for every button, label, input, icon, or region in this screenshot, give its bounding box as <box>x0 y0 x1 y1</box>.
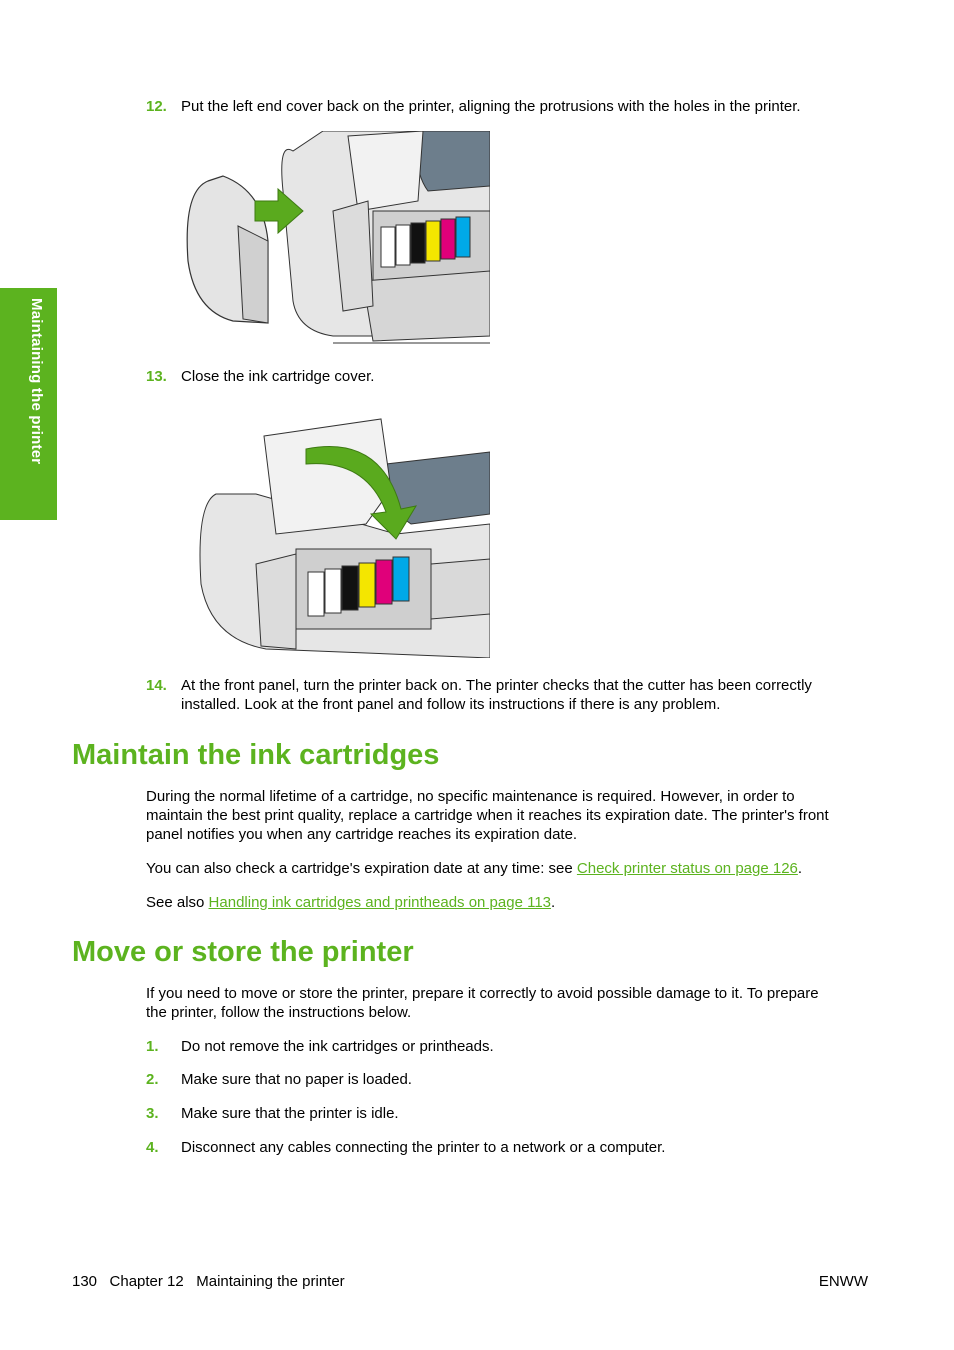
close-cover-illustration <box>196 414 490 658</box>
step-14 <box>146 676 874 716</box>
paragraph-line: the printer, follow the instructions below. <box>146 1004 412 1021</box>
handling-ink-cartridges-link[interactable]: Handling ink cartridges and printheads on page 113 <box>208 894 552 911</box>
paragraph-text: You can also check a cartridge's expiration date at any time: see <box>146 860 577 877</box>
step-text: Close the ink cartridge cover. <box>181 368 375 385</box>
paragraph-line: During the normal lifetime of a cartridge, no specific maintenance is required. However, in order to <box>146 788 795 805</box>
step-number: 12. <box>146 98 167 115</box>
end-cover-illustration <box>183 131 490 348</box>
step-text: Do not remove the ink cartridges or printheads. <box>181 1038 494 1055</box>
paragraph-line: maintain the best print quality, replace a cartridge when it reaches its expiration date. The printer's front <box>146 807 829 824</box>
section-heading-maintain: Maintain the ink cartridges <box>72 739 440 771</box>
step-text: Put the left end cover back on the printer, aligning the protrusions with the holes in the printer. <box>181 98 801 115</box>
step-number: 13. <box>146 368 167 385</box>
paragraph-text: . <box>551 894 556 911</box>
step-text: Make sure that the printer is idle. <box>181 1105 399 1122</box>
section-heading-move: Move or store the printer <box>72 936 414 968</box>
footer-page-info: 130 Chapter 12 Maintaining the printer <box>72 1273 345 1290</box>
step-number: 2. <box>146 1071 159 1088</box>
paragraph-line: If you need to move or store the printer, prepare it correctly to avoid possible damage to it. To prepare <box>146 985 819 1002</box>
side-tab-label: Maintaining the printer <box>28 298 45 465</box>
step-text-line-2: installed. Look at the front panel and follow its instructions if there is any problem. <box>181 696 721 713</box>
step-number: 3. <box>146 1105 159 1122</box>
see-also-paragraph <box>146 893 874 912</box>
paragraph-text: . <box>797 860 803 877</box>
move-intro-paragraph <box>146 984 874 1022</box>
step-text: Make sure that no paper is loaded. <box>181 1071 412 1088</box>
footer-locale: ENWW <box>818 1273 868 1290</box>
check-printer-status-link[interactable]: Check printer status on page 126 <box>576 860 798 877</box>
step-text-line-1: At the front panel, turn the printer back on. The printer checks that the cutter has been correctly <box>181 677 812 694</box>
step-number: 4. <box>146 1139 159 1156</box>
chapter-side-tab <box>0 288 57 520</box>
step-number: 1. <box>146 1038 159 1055</box>
paragraph-line: panel notifies you when any cartridge reaches its expiration date. <box>146 826 578 843</box>
paragraph-text: See also <box>146 894 209 911</box>
step-text: Disconnect any cables connecting the printer to a network or a computer. <box>181 1139 666 1156</box>
step-number: 14. <box>146 677 167 694</box>
maintain-paragraph <box>146 787 874 844</box>
expiration-paragraph <box>146 859 874 878</box>
